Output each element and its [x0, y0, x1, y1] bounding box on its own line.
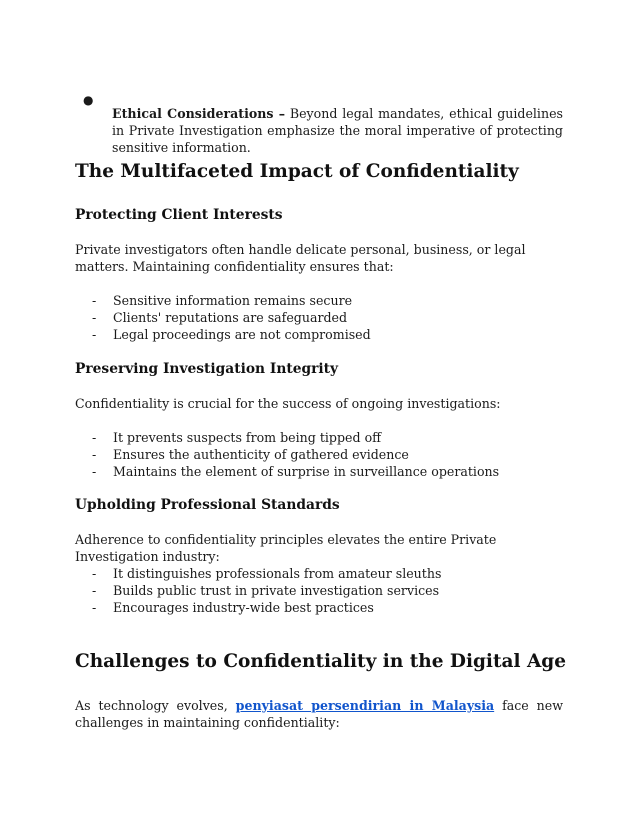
subheading-professional-standards: Upholding Professional Standards — [75, 497, 340, 513]
section-heading-digital-challenges: Challenges to Confidentiality in the Digital Age — [75, 651, 567, 672]
dash-marker: - — [92, 310, 97, 325]
subheading-preserving-integrity: Preserving Investigation Integrity — [75, 361, 339, 377]
bullet-term: Ethical Considerations – — [112, 105, 286, 121]
list-item — [92, 599, 552, 616]
list-item-text: Sensitive information remains secure — [113, 293, 353, 308]
bullet-description: Beyond legal mandates, ethical guidelines in Private Investigation emphasize the moral imperative of protecting sensitive information. — [112, 105, 563, 155]
paragraph-text-before-link: As technology evolves, — [75, 698, 236, 713]
list-item-text: Builds public trust in private investigation services — [113, 583, 440, 598]
dash-marker: - — [92, 447, 97, 462]
list-item-text: Legal proceedings are not compromised — [113, 327, 371, 342]
dash-marker: - — [92, 430, 97, 445]
intro-bullet-item — [83, 92, 563, 168]
list-item-text: Encourages industry-wide best practices — [113, 600, 374, 615]
dash-marker: - — [92, 464, 97, 479]
list-item — [92, 446, 552, 463]
list-item — [92, 326, 552, 343]
paragraph-client-interests: Private investigators often handle delicate personal, business, or legal matters. Maintaining confidentiality ensures that: — [75, 242, 526, 274]
list-item-text: Clients' reputations are safeguarded — [113, 310, 348, 325]
paragraph-text-after-link: face new challenges in maintaining confidentiality: — [75, 698, 563, 730]
list-investigation-integrity — [92, 429, 552, 480]
list-item — [92, 309, 552, 326]
dash-marker: - — [92, 327, 97, 342]
list-item — [92, 292, 552, 309]
list-item — [92, 582, 552, 599]
dash-marker: - — [92, 566, 97, 581]
dash-marker: - — [92, 293, 97, 308]
bullet-marker: ● — [83, 93, 94, 107]
section-heading-impact: The Multifaceted Impact of Confidentiality — [75, 161, 519, 182]
paragraph-investigation-integrity: Confidentiality is crucial for the success of ongoing investigations: — [75, 396, 501, 411]
list-item-text: Maintains the element of surprise in surveillance operations — [113, 464, 500, 479]
subheading-protecting-client-interests: Protecting Client Interests — [75, 207, 283, 223]
list-item — [92, 429, 552, 446]
paragraph-professional-standards: Adherence to confidentiality principles elevates the entire Private Investigation industry: — [75, 532, 497, 564]
list-client-interests — [92, 292, 552, 343]
list-item — [92, 565, 552, 582]
dash-marker: - — [92, 583, 97, 598]
list-professional-standards — [92, 565, 552, 616]
list-item-text: Ensures the authenticity of gathered evidence — [113, 447, 409, 462]
paragraph-digital-challenges — [75, 697, 563, 731]
penyiasat-persendirian-link[interactable]: penyiasat persendirian in Malaysia — [235, 698, 495, 713]
list-item-text: It distinguishes professionals from amateur sleuths — [113, 566, 442, 581]
list-item — [92, 463, 552, 480]
bullet-text — [112, 105, 563, 156]
dash-marker: - — [92, 600, 97, 615]
list-item-text: It prevents suspects from being tipped off — [113, 430, 382, 445]
